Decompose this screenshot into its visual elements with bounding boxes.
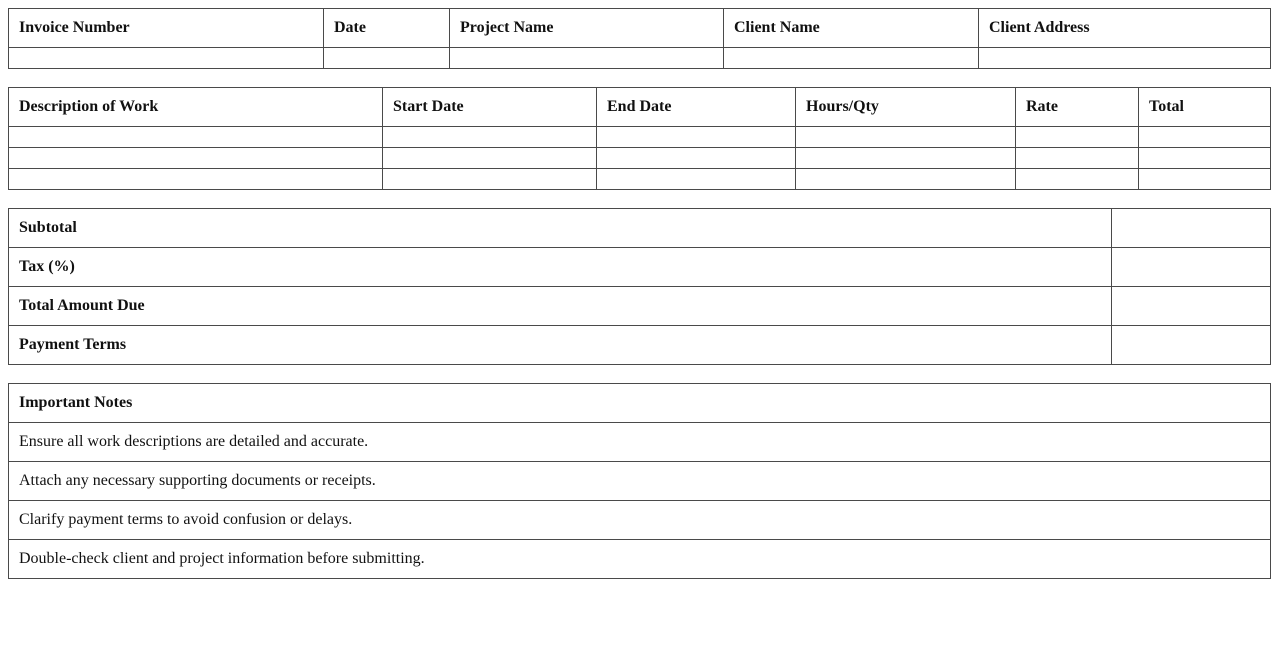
list-item <box>9 462 1271 501</box>
start-date-cell[interactable] <box>383 169 597 190</box>
header-invoice-number: Invoice Number <box>9 9 324 48</box>
note-text: Attach any necessary supporting documents or receipts. <box>9 462 1271 501</box>
header-start-date: Start Date <box>383 88 597 127</box>
note-text: Ensure all work descriptions are detailed and accurate. <box>9 423 1271 462</box>
start-date-cell[interactable] <box>383 148 597 169</box>
table-row <box>9 127 1271 148</box>
table-row <box>9 169 1271 190</box>
subtotal-value[interactable] <box>1112 209 1271 248</box>
work-items-table <box>8 87 1271 190</box>
invoice-number-cell[interactable] <box>9 48 324 69</box>
subtotal-label: Subtotal <box>9 209 1112 248</box>
tax-label: Tax (%) <box>9 248 1112 287</box>
subtotal-row <box>9 209 1271 248</box>
notes-title: Important Notes <box>9 384 1271 423</box>
description-cell[interactable] <box>9 148 383 169</box>
invoice-info-table <box>8 8 1271 69</box>
header-project-name: Project Name <box>450 9 724 48</box>
table-row <box>9 148 1271 169</box>
hours-qty-cell[interactable] <box>796 169 1016 190</box>
date-cell[interactable] <box>324 48 450 69</box>
total-cell[interactable] <box>1139 148 1271 169</box>
list-item <box>9 423 1271 462</box>
work-items-header-row <box>9 88 1271 127</box>
notes-header-row <box>9 384 1271 423</box>
header-client-name: Client Name <box>724 9 979 48</box>
list-item <box>9 501 1271 540</box>
header-total: Total <box>1139 88 1271 127</box>
important-notes-table <box>8 383 1271 579</box>
total-amount-due-label: Total Amount Due <box>9 287 1112 326</box>
project-name-cell[interactable] <box>450 48 724 69</box>
header-hours-qty: Hours/Qty <box>796 88 1016 127</box>
end-date-cell[interactable] <box>597 148 796 169</box>
hours-qty-cell[interactable] <box>796 148 1016 169</box>
rate-cell[interactable] <box>1016 169 1139 190</box>
description-cell[interactable] <box>9 169 383 190</box>
total-amount-due-row <box>9 287 1271 326</box>
client-address-cell[interactable] <box>979 48 1271 69</box>
description-cell[interactable] <box>9 127 383 148</box>
header-end-date: End Date <box>597 88 796 127</box>
invoice-info-header-row <box>9 9 1271 48</box>
hours-qty-cell[interactable] <box>796 127 1016 148</box>
list-item <box>9 540 1271 579</box>
payment-terms-label: Payment Terms <box>9 326 1112 365</box>
total-cell[interactable] <box>1139 127 1271 148</box>
total-cell[interactable] <box>1139 169 1271 190</box>
note-text: Clarify payment terms to avoid confusion or delays. <box>9 501 1271 540</box>
payment-terms-row <box>9 326 1271 365</box>
payment-terms-value[interactable] <box>1112 326 1271 365</box>
header-client-address: Client Address <box>979 9 1271 48</box>
header-description-of-work: Description of Work <box>9 88 383 127</box>
client-name-cell[interactable] <box>724 48 979 69</box>
start-date-cell[interactable] <box>383 127 597 148</box>
tax-row <box>9 248 1271 287</box>
header-rate: Rate <box>1016 88 1139 127</box>
invoice-info-value-row <box>9 48 1271 69</box>
header-date: Date <box>324 9 450 48</box>
total-amount-due-value[interactable] <box>1112 287 1271 326</box>
tax-value[interactable] <box>1112 248 1271 287</box>
rate-cell[interactable] <box>1016 148 1139 169</box>
note-text: Double-check client and project information before submitting. <box>9 540 1271 579</box>
end-date-cell[interactable] <box>597 127 796 148</box>
totals-table <box>8 208 1271 365</box>
rate-cell[interactable] <box>1016 127 1139 148</box>
end-date-cell[interactable] <box>597 169 796 190</box>
